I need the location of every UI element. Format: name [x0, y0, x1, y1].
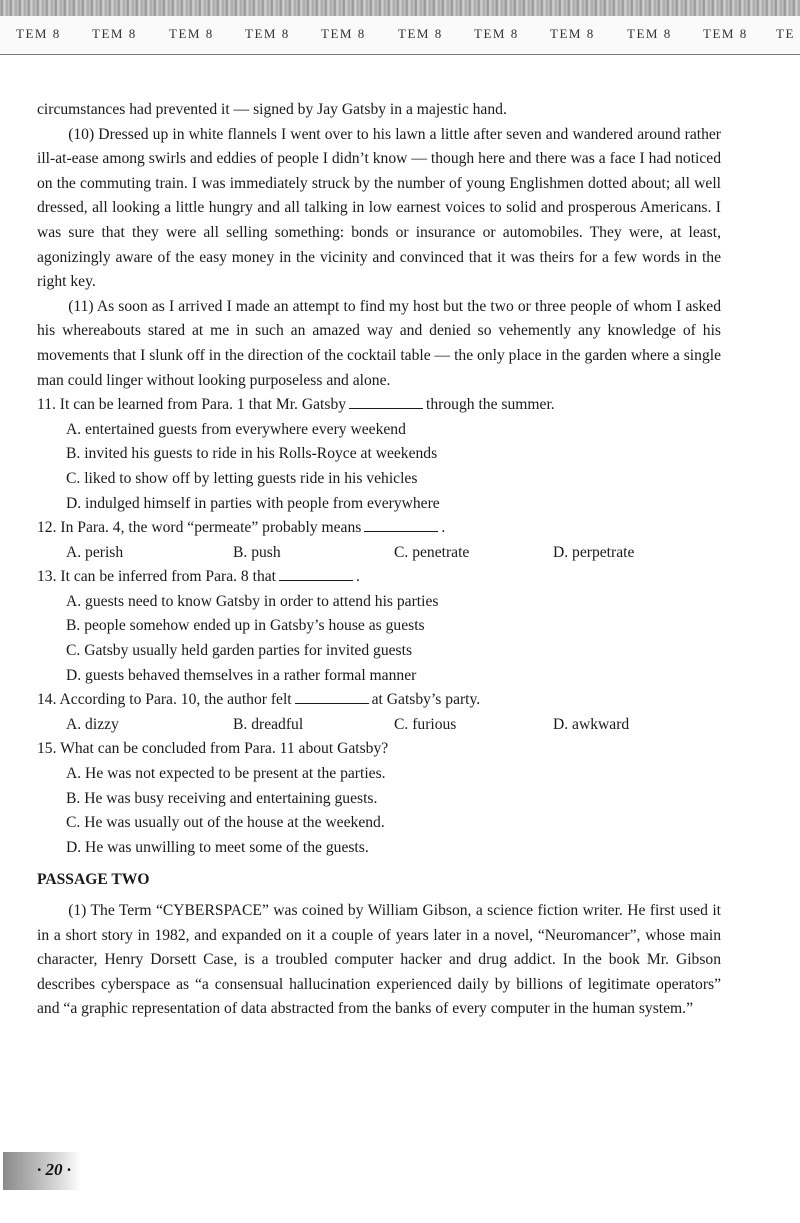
question-12: [37, 516, 721, 541]
answer-blank: [279, 566, 353, 581]
option-item: C. furious: [394, 715, 457, 733]
question-13: [37, 565, 721, 590]
answer-blank: [295, 689, 369, 704]
option-item: D. He was unwilling to meet some of the guests.: [66, 838, 369, 856]
header-tem-label: TEM 8: [245, 26, 290, 41]
answer-blank: [364, 517, 438, 532]
question-stem-end: through the summer.: [426, 396, 555, 414]
option-item: C. Gatsby usually held garden parties for invited guests: [66, 642, 413, 660]
page-number: · 20 ·: [37, 1160, 71, 1179]
question-stem: 13. It can be inferred from Para. 8 that: [37, 568, 277, 586]
option-row: [37, 713, 721, 738]
question-stem: 12. In Para. 4, the word “permeate” probably means: [37, 519, 362, 537]
paragraph-continued: circumstances had prevented it — signed by Jay Gatsby in a majestic hand.: [37, 101, 507, 118]
question-stem-end: .: [441, 519, 446, 537]
option-item: D. perpetrate: [553, 543, 635, 561]
question-stem-end: .: [356, 568, 360, 586]
page-content: [37, 98, 721, 1022]
header-tem-label: TEM 8: [16, 26, 61, 41]
option-item: A. He was not expected to be present at the parties.: [66, 765, 386, 783]
question-15: [37, 737, 721, 762]
option-item: B. dreadful: [233, 715, 304, 733]
question-stem-end: at Gatsby’s party.: [371, 691, 481, 709]
option-item: A. perish: [66, 543, 124, 561]
page-number-box: [3, 1152, 81, 1190]
option-item: B. He was busy receiving and entertaining guests.: [66, 789, 378, 807]
header-tem-label: TEM 8: [321, 26, 366, 41]
scan-top-band: [0, 0, 800, 16]
option-item: B. people somehow ended up in Gatsby’s house as guests: [66, 617, 425, 635]
header-tem-label: TE: [776, 26, 795, 41]
paragraph-10: (10) Dressed up in white flannels I went over to his lawn a little after seven and wandered around rather ill-at-ease among swirls and eddies of people I didn’t know — though here and there was a face I had noticed on the commuting train. I was immediately struck by the number of young Englishmen dotted about; all well dressed, all looking a little hungry and all talking in low earnest voices to solid and prosperous Americans. I was sure that they were all selling something: bonds or insurance or automobiles. They were, at least, agonizingly aware of the easy money in the vicinity and convinced that it was theirs for a few words in the right key.: [37, 125, 721, 291]
header-tem-label: TEM 8: [398, 26, 443, 41]
question-stem: 11. It can be learned from Para. 1 that Mr. Gatsby: [37, 396, 347, 414]
option-item: B. push: [233, 543, 281, 561]
option-item: C. He was usually out of the house at the weekend.: [66, 814, 385, 832]
option-item: A. dizzy: [66, 715, 119, 733]
option-item: D. indulged himself in parties with people from everywhere: [66, 494, 440, 512]
answer-blank: [349, 394, 423, 409]
header-tem-label: TEM 8: [474, 26, 519, 41]
paragraph-11: (11) As soon as I arrived I made an attempt to find my host but the two or three people of whom I asked his whereabouts stared at me in such an amazed way and denied so vehemently any knowledge of his movements that I slunk off in the direction of the cocktail table — the only place in the garden where a single man could linger without looking purposeless and alone.: [37, 297, 721, 389]
header-tem-label: TEM 8: [627, 26, 672, 41]
running-header: [0, 16, 800, 55]
question-14: [37, 688, 721, 713]
option-item: A. entertained guests from everywhere every weekend: [66, 420, 406, 438]
header-tem-label: TEM 8: [92, 26, 137, 41]
question-11: [37, 393, 721, 418]
question-stem: 15. What can be concluded from Para. 11 about Gatsby?: [37, 740, 389, 758]
header-tem-label: TEM 8: [169, 26, 214, 41]
option-item: B. invited his guests to ride in his Rolls-Royce at weekends: [66, 445, 438, 463]
header-tem-label: TEM 8: [550, 26, 595, 41]
passage-two-paragraph-1: (1) The Term “CYBERSPACE” was coined by William Gibson, a science fiction writer. He first used it in a short story in 1982, and expanded on it a couple of years later in a novel, “Neuromancer”, whose main character, Henry Dorsett Case, is a troubled computer hacker and drug addict. In the book Mr. Gibson describes cyberspace as “a consensual hallucination experienced daily by billions of legitimate operators” and “a graphic representation of data abstracted from the banks of every computer in the human system.”: [37, 902, 721, 1018]
option-item: C. liked to show off by letting guests ride in his vehicles: [66, 469, 418, 487]
option-item: D. awkward: [553, 715, 630, 733]
section-heading: PASSAGE TWO: [37, 871, 150, 889]
header-tem-label: TEM 8: [703, 26, 748, 41]
option-item: D. guests behaved themselves in a rather formal manner: [66, 666, 417, 684]
option-item: C. penetrate: [394, 543, 470, 561]
option-item: A. guests need to know Gatsby in order to attend his parties: [66, 592, 439, 610]
question-stem: 14. According to Para. 10, the author felt: [37, 691, 292, 709]
option-row: [37, 541, 721, 566]
